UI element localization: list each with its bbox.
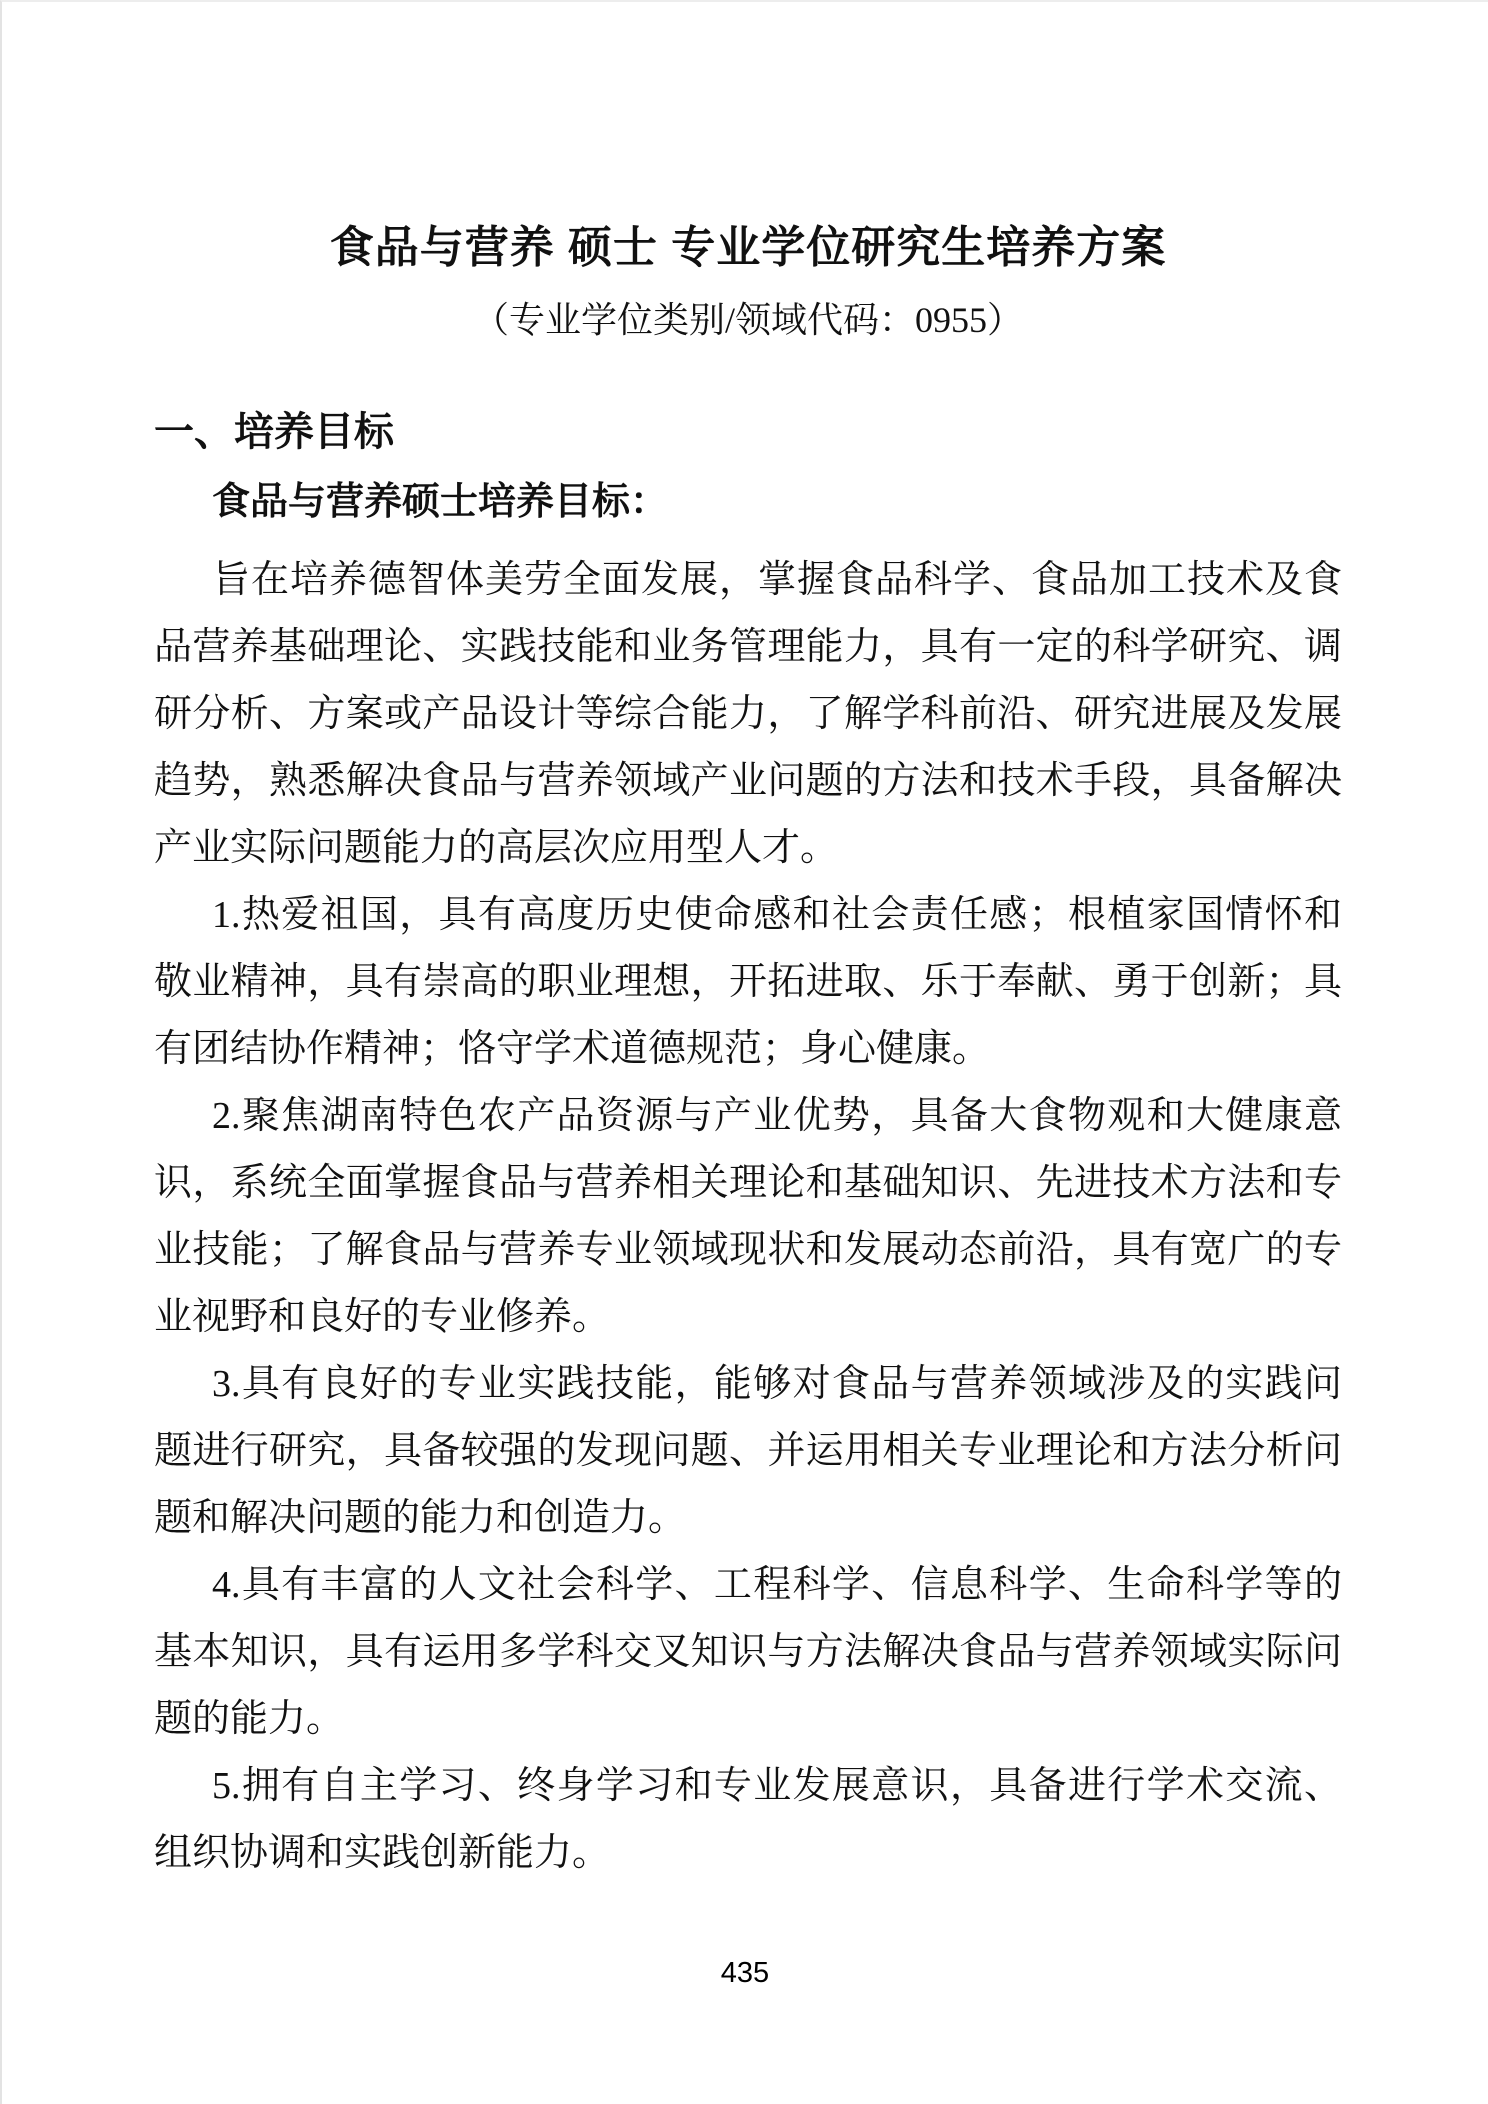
paragraph-item-3: 3.具有良好的专业实践技能，能够对食品与营养领域涉及的实践问题进行研究，具备较强的发现问题、并运用相关专业理论和方法分析问题和解决问题的能力和创造力。 xyxy=(154,1363,1342,1539)
document-content xyxy=(2,2,1488,1887)
paragraph-item-1: 1.热爱祖国，具有高度历史使命感和社会责任感；根植家国情怀和敬业精神，具有崇高的职业理想，开拓进取、乐于奉献、勇于创新；具有团结协作精神；恪守学术道德规范；身心健康。 xyxy=(154,894,1342,1070)
page-number: 435 xyxy=(720,1957,770,1989)
document-title: 食品与营养 硕士 专业学位研究生培养方案 xyxy=(329,223,1167,272)
section-body xyxy=(154,547,1342,1887)
section-lead-text: 食品与营养硕士培养目标： xyxy=(212,481,669,523)
paragraph-item-2: 2.聚焦湖南特色农产品资源与产业优势，具备大食物观和大健康意识，系统全面掌握食品与营养相关理论和基础知识、先进技术方法和专业技能；了解食品与营养专业领域现状和发展动态前沿，具有宽广的专业视野和良好的专业修养。 xyxy=(154,1095,1342,1338)
document-subtitle: （专业学位类别/领域代码：0955） xyxy=(472,300,1023,340)
paragraph-overview: 旨在培养德智体美劳全面发展，掌握食品科学、食品加工技术及食品营养基础理论、实践技能和业务管理能力，具有一定的科学研究、调研分析、方案或产品设计等综合能力，了解学科前沿、研究进展及发展趋势，熟悉解决食品与营养领域产业问题的方法和技术手段，具备解决产业实际问题能力的高层次应用型人才。 xyxy=(154,559,1342,869)
section-heading-training-objectives: 一、培养目标 xyxy=(154,410,394,454)
paragraph-item-4: 4.具有丰富的人文社会科学、工程科学、信息科学、生命科学等的基本知识，具有运用多学科交叉知识与方法解决食品与营养领域实际问题的能力。 xyxy=(154,1564,1342,1740)
paragraph-item-5: 5.拥有自主学习、终身学习和专业发展意识，具备进行学术交流、组织协调和实践创新能力。 xyxy=(154,1765,1342,1874)
